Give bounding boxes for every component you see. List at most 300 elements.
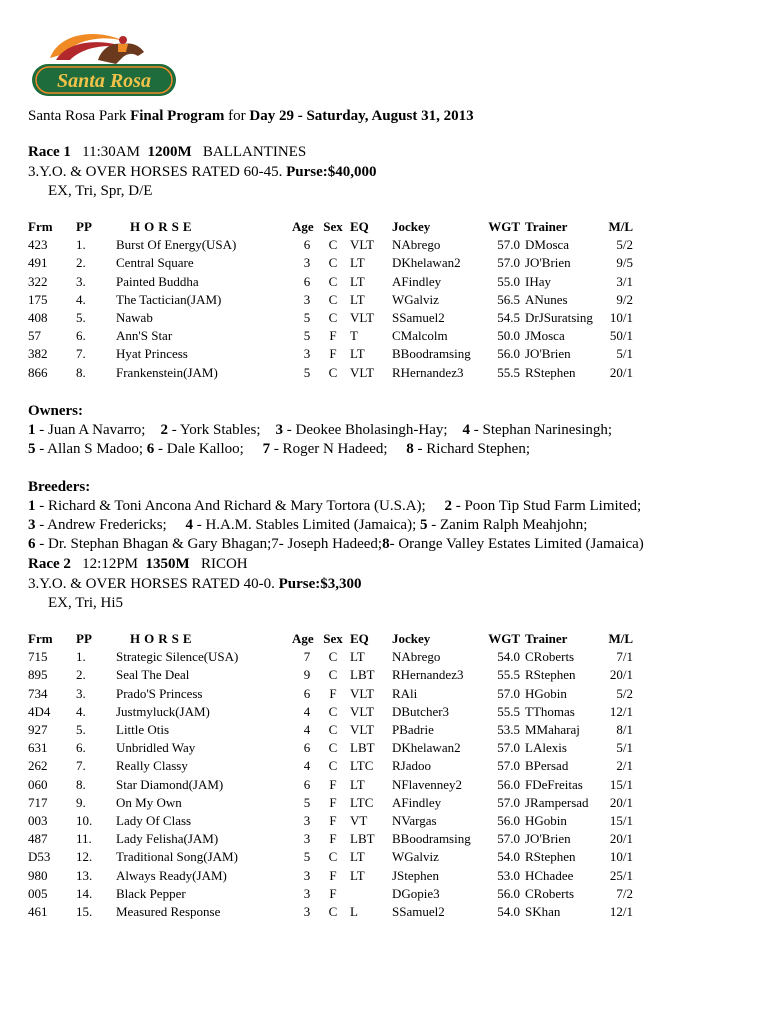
cell-morning-line: 7/1 [616,649,633,665]
entry-text: - Dr. Stephan Bhagan & Gary Bhagan;7- Joseph Hadeed; [35,536,383,552]
cell-weight: 55.5 [497,703,520,719]
cell-horse-name: Painted Buddha [116,273,199,289]
header-post-position: PP [76,631,92,646]
entry-number: 8 [406,441,414,457]
header-program: Final Program [130,108,225,124]
cell-age: 4 [303,722,311,738]
header-jockey: Jockey [392,219,431,234]
breeders-line [28,516,587,534]
cell-jockey: SSamuel2 [392,904,445,920]
cell-age: 5 [303,794,311,810]
table-row [28,903,633,921]
cell-trainer: CRoberts [525,885,575,901]
cell-trainer: HChadee [525,867,574,883]
cell-weight: 57.0 [497,758,520,774]
logo-text: Santa Rosa [57,70,151,92]
cell-post-position: 5. [76,722,86,738]
cell-sex: C [328,364,338,380]
cell-age: 6 [303,776,311,792]
cell-weight: 54.0 [497,904,520,920]
cell-age: 3 [303,291,311,307]
cell-equipment: L [350,904,358,920]
cell-frame: 322 [28,273,48,289]
race-label: Race 2 [28,556,71,572]
cell-jockey: WGalviz [392,291,439,307]
entry-number: 7 [262,441,271,457]
cell-horse-name: On My Own [116,794,182,810]
header-weight: WGT [488,631,520,646]
cell-equipment: LT [350,255,365,271]
cell-jockey: BBoodramsing [392,831,471,847]
cell-horse-name: The Tactician(JAM) [116,291,222,307]
cell-post-position: 5. [76,310,86,326]
header-equipment: EQ [350,219,369,234]
cell-sex: C [328,722,338,738]
cell-weight: 56.0 [497,346,520,362]
table-row [28,830,633,848]
cell-equipment: T [350,328,358,344]
cell-equipment: LT [350,867,365,883]
race2-bets: EX, Tri, Hi5 [48,595,124,611]
cell-horse-name: Strategic Silence(USA) [116,649,239,665]
race1-entries-table [28,218,633,382]
cell-trainer: DrJSuratsing [525,310,593,326]
cell-weight: 57.0 [497,794,520,810]
cell-morning-line: 25/1 [609,867,633,883]
entry-text: - Poon Tip Stud Farm Limited; [451,498,642,514]
table-row [28,666,633,684]
cell-morning-line: 20/1 [609,667,633,683]
cell-frame: 262 [28,758,48,774]
cell-jockey: DKhelawan2 [392,255,461,271]
cell-frame: 423 [28,237,48,253]
cell-horse-name: Measured Response [116,904,221,920]
cell-jockey: DButcher3 [392,703,450,719]
cell-trainer: JO'Brien [525,255,571,271]
race-conditions: 3.Y.O. & OVER HORSES RATED 40-0. [28,576,275,592]
breeders-line [28,535,644,553]
entry-text: - H.A.M. Stables Limited (Jamaica); [192,517,420,533]
entry-text: - Orange Valley Estates Limited (Jamaica) [389,536,644,552]
cell-sex: C [328,310,338,326]
cell-weight: 56.0 [497,885,520,901]
entry-text: - Richard Stephen; [413,441,531,457]
owners-line [28,440,530,458]
cell-frame: D53 [28,849,51,865]
cell-sex: F [329,867,337,883]
cell-horse-name: Unbridled Way [116,740,196,756]
breeders-line [28,497,641,515]
header-post-position: PP [76,219,92,234]
cell-jockey: CMalcolm [392,328,448,344]
table-row [28,885,633,903]
cell-morning-line: 9/5 [616,255,633,271]
table-row [28,757,633,775]
cell-age: 6 [303,740,311,756]
cell-sex: C [328,649,338,665]
table-row [28,236,633,254]
cell-sex: C [328,758,338,774]
cell-sex: C [328,849,338,865]
table-row [28,327,633,345]
header-horse-name: HORSE [130,219,196,234]
table-row [28,812,633,830]
cell-jockey: BBoodramsing [392,346,471,362]
cell-equipment: LBT [350,831,375,847]
cell-horse-name: Lady Of Class [116,813,192,829]
cell-equipment: LTC [350,794,374,810]
cell-trainer: JMosca [525,328,565,344]
cell-frame: 717 [28,794,48,810]
cell-weight: 55.0 [497,273,520,289]
cell-trainer: TThomas [525,703,575,719]
race-distance: 1350M [145,556,190,572]
cell-trainer: JRampersad [525,794,589,810]
cell-sex: F [329,794,337,810]
cell-jockey: AFindley [392,273,442,289]
entry-number: 3 [28,517,36,533]
cell-jockey: NAbrego [392,237,441,253]
entry-text: - Andrew Fredericks; [35,517,186,533]
program-header [28,107,474,125]
entry-text: - Deokee Bholasingh-Hay; [283,422,463,438]
cell-sex: C [328,904,338,920]
cell-equipment [344,885,392,903]
cell-horse-name: Really Classy [116,758,188,774]
race1-title [28,143,306,161]
cell-trainer: IHay [525,273,551,289]
cell-age: 5 [303,364,311,380]
header-trainer: Trainer [525,219,568,234]
cell-horse-name: Little Otis [116,722,170,738]
cell-post-position: 7. [76,346,86,362]
entry-number: 2 [160,422,168,438]
entry-number: 6 [146,441,155,457]
cell-sex: C [328,667,338,683]
cell-morning-line: 5/2 [616,237,633,253]
entry-number: 6 [28,536,36,552]
race2-title [28,555,248,573]
cell-trainer: CRoberts [525,649,575,665]
cell-weight: 57.0 [497,685,520,701]
cell-frame: 980 [28,867,48,883]
cell-horse-name: Seal The Deal [116,667,190,683]
purse-amount: $3,300 [320,576,362,592]
cell-post-position: 12. [76,849,93,865]
entry-number: 4 [185,517,193,533]
cell-weight: 57.0 [497,831,520,847]
cell-equipment: LT [350,649,365,665]
cell-post-position: 15. [76,904,93,920]
cell-jockey: SSamuel2 [392,310,445,326]
cell-jockey: DGopie3 [392,885,440,901]
cell-jockey: RHernandez3 [392,364,464,380]
cell-post-position: 1. [76,649,86,665]
entry-number: 2 [444,498,452,514]
cell-age: 3 [303,813,311,829]
cell-trainer: DMosca [525,237,570,253]
race2-entries-table [28,630,633,921]
cell-age: 3 [303,885,311,901]
header-day: Day 29 - Saturday, August 31, 2013 [249,108,474,124]
cell-age: 6 [303,273,311,289]
cell-sex: C [328,255,338,271]
cell-morning-line: 15/1 [609,776,633,792]
cell-horse-name: Hyat Princess [116,346,188,362]
cell-post-position: 2. [76,667,86,683]
cell-post-position: 8. [76,364,86,380]
entry-text: - Richard & Toni Ancona And Richard & Mary Tortora (U.S.A); [35,498,445,514]
cell-weight: 54.0 [497,849,520,865]
cell-horse-name: Justmyluck(JAM) [116,703,210,719]
cell-horse-name: Lady Felisha(JAM) [116,831,219,847]
cell-post-position: 13. [76,867,93,883]
cell-frame: 927 [28,722,48,738]
cell-sex: F [329,685,337,701]
entry-number: 5 [28,441,36,457]
cell-frame: 491 [28,255,48,271]
cell-weight: 57.0 [497,237,520,253]
table-row [28,685,633,703]
cell-post-position: 6. [76,328,86,344]
race-name: RICOH [200,556,248,572]
cell-frame: 382 [28,346,48,362]
header-frame: Frm [28,219,53,234]
cell-jockey: WGalviz [392,849,439,865]
cell-frame: 487 [28,831,48,847]
cell-age: 6 [303,685,311,701]
cell-jockey: PBadrie [392,722,434,738]
cell-post-position: 10. [76,813,93,829]
cell-age: 4 [303,703,311,719]
table-row [28,739,633,757]
cell-sex: C [328,237,338,253]
cell-frame: 175 [28,291,48,307]
cell-equipment: VLT [350,685,375,701]
cell-equipment: LTC [350,758,374,774]
cell-horse-name: Burst Of Energy(USA) [116,237,237,253]
table-header-row [28,630,633,648]
cell-frame: 4D4 [28,703,51,719]
cell-equipment: VLT [350,310,375,326]
cell-age: 6 [303,237,311,253]
cell-horse-name: Central Square [116,255,194,271]
cell-age: 4 [303,758,311,774]
entry-number: 4 [462,422,471,438]
cell-jockey: AFindley [392,794,442,810]
entry-text: - Zanim Ralph Meahjohn; [427,517,588,533]
cell-age: 9 [303,667,311,683]
race1-conditions [28,163,376,181]
cell-horse-name: Star Diamond(JAM) [116,776,224,792]
race-distance: 1200M [147,144,192,160]
cell-age: 3 [303,346,311,362]
cell-horse-name: Black Pepper [116,885,186,901]
cell-age: 7 [303,649,311,665]
table-row [28,848,633,866]
cell-trainer: LAlexis [525,740,567,756]
entry-text: - Roger N Hadeed; [270,441,407,457]
cell-trainer: SKhan [525,904,561,920]
cell-sex: C [328,291,338,307]
cell-trainer: HGobin [525,685,567,701]
breeders-heading: Breeders: [28,479,91,495]
entry-text: - Allan S Madoo; [35,441,147,457]
owners-heading: Owners: [28,403,83,419]
cell-weight: 57.0 [497,255,520,271]
cell-morning-line: 50/1 [609,328,633,344]
table-row [28,291,633,309]
cell-equipment: LT [350,346,365,362]
race-conditions: 3.Y.O. & OVER HORSES RATED 60-45. [28,164,283,180]
cell-age: 3 [303,255,311,271]
header-morning-line: M/L [608,631,633,646]
header-jockey: Jockey [392,631,431,646]
header-prefix: Santa Rosa Park [28,108,131,124]
santa-rosa-logo [28,30,180,104]
cell-jockey: JStephen [392,867,439,883]
cell-weight: 54.0 [497,649,520,665]
cell-weight: 54.5 [497,310,520,326]
cell-morning-line: 20/1 [609,794,633,810]
table-row [28,273,633,291]
header-frame: Frm [28,631,53,646]
cell-frame: 003 [28,813,48,829]
cell-weight: 55.5 [497,667,520,683]
cell-post-position: 2. [76,255,86,271]
table-row [28,364,633,382]
cell-frame: 060 [28,776,48,792]
header-horse-name: HORSE [130,631,196,646]
cell-trainer: HGobin [525,813,567,829]
cell-sex: C [328,703,338,719]
cell-horse-name: Nawab [116,310,153,326]
cell-jockey: NFlavenney2 [392,776,463,792]
header-sex: Sex [323,219,343,234]
cell-equipment: VLT [350,364,375,380]
race2-conditions [28,575,361,593]
cell-horse-name: Prado'S Princess [116,685,203,701]
cell-trainer: MMaharaj [525,722,580,738]
cell-morning-line: 9/2 [616,291,633,307]
purse-label: Purse: [286,164,328,180]
cell-age: 3 [303,831,311,847]
table-row [28,776,633,794]
cell-jockey: NVargas [392,813,437,829]
cell-trainer: BPersad [525,758,569,774]
cell-morning-line: 8/1 [616,722,633,738]
table-row [28,794,633,812]
cell-sex: F [329,813,337,829]
cell-jockey: DKhelawan2 [392,740,461,756]
cell-frame: 631 [28,740,48,756]
cell-weight: 57.0 [497,740,520,756]
cell-equipment: LBT [350,740,375,756]
cell-trainer: ANunes [525,291,568,307]
cell-weight: 56.5 [497,291,520,307]
cell-post-position: 4. [76,703,86,719]
cell-morning-line: 3/1 [616,273,633,289]
entry-text: - Dale Kalloo; [154,441,263,457]
cell-frame: 895 [28,667,48,683]
cell-age: 5 [303,849,311,865]
cell-sex: C [328,273,338,289]
entry-number: 5 [420,517,428,533]
cell-frame: 005 [28,885,48,901]
cell-frame: 734 [28,685,48,701]
cell-morning-line: 2/1 [616,758,633,774]
header-sex: Sex [323,631,343,646]
cell-frame: 715 [28,649,48,665]
table-row [28,309,633,327]
cell-trainer: FDeFreitas [525,776,583,792]
header-age: Age [292,219,314,234]
entry-number: 1 [28,498,36,514]
cell-weight: 56.0 [497,813,520,829]
header-trainer: Trainer [525,631,568,646]
cell-morning-line: 10/1 [609,310,633,326]
table-row [28,867,633,885]
race-label: Race 1 [28,144,71,160]
header-weight: WGT [488,219,520,234]
cell-morning-line: 5/1 [616,740,633,756]
cell-sex: C [328,740,338,756]
cell-post-position: 1. [76,237,86,253]
entry-text: - Stephan Narinesingh; [470,422,613,438]
cell-morning-line: 20/1 [609,831,633,847]
cell-weight: 50.0 [497,328,520,344]
cell-age: 5 [303,328,311,344]
cell-morning-line: 20/1 [609,364,633,380]
cell-morning-line: 10/1 [609,849,633,865]
table-row [28,703,633,721]
cell-trainer: JO'Brien [525,831,571,847]
cell-morning-line: 12/1 [609,703,633,719]
cell-equipment: LT [350,273,365,289]
cell-trainer: JO'Brien [525,346,571,362]
cell-equipment: VT [350,813,368,829]
cell-sex: F [329,328,337,344]
cell-frame: 866 [28,364,48,380]
cell-morning-line: 15/1 [609,813,633,829]
purse-label: Purse: [278,576,321,592]
cell-post-position: 8. [76,776,86,792]
cell-trainer: RStephen [525,364,576,380]
cell-age: 5 [303,310,311,326]
cell-jockey: NAbrego [392,649,441,665]
race-time: 11:30AM [82,144,140,160]
cell-horse-name: Traditional Song(JAM) [116,849,238,865]
entry-number: 3 [275,422,283,438]
cell-post-position: 4. [76,291,86,307]
cell-weight: 56.0 [497,776,520,792]
cell-post-position: 3. [76,685,86,701]
race-time: 12:12PM [82,556,139,572]
entry-text: - Juan A Navarro; [35,422,161,438]
table-row [28,254,633,272]
cell-morning-line: 7/2 [616,885,633,901]
cell-age: 3 [303,904,311,920]
entry-number: 1 [28,422,36,438]
entry-text: - York Stables; [167,422,276,438]
cell-morning-line: 12/1 [609,904,633,920]
cell-sex: F [329,776,337,792]
cell-post-position: 11. [76,831,92,847]
cell-morning-line: 5/1 [616,346,633,362]
header-equipment: EQ [350,631,369,646]
cell-trainer: RStephen [525,849,576,865]
table-header-row [28,218,633,236]
